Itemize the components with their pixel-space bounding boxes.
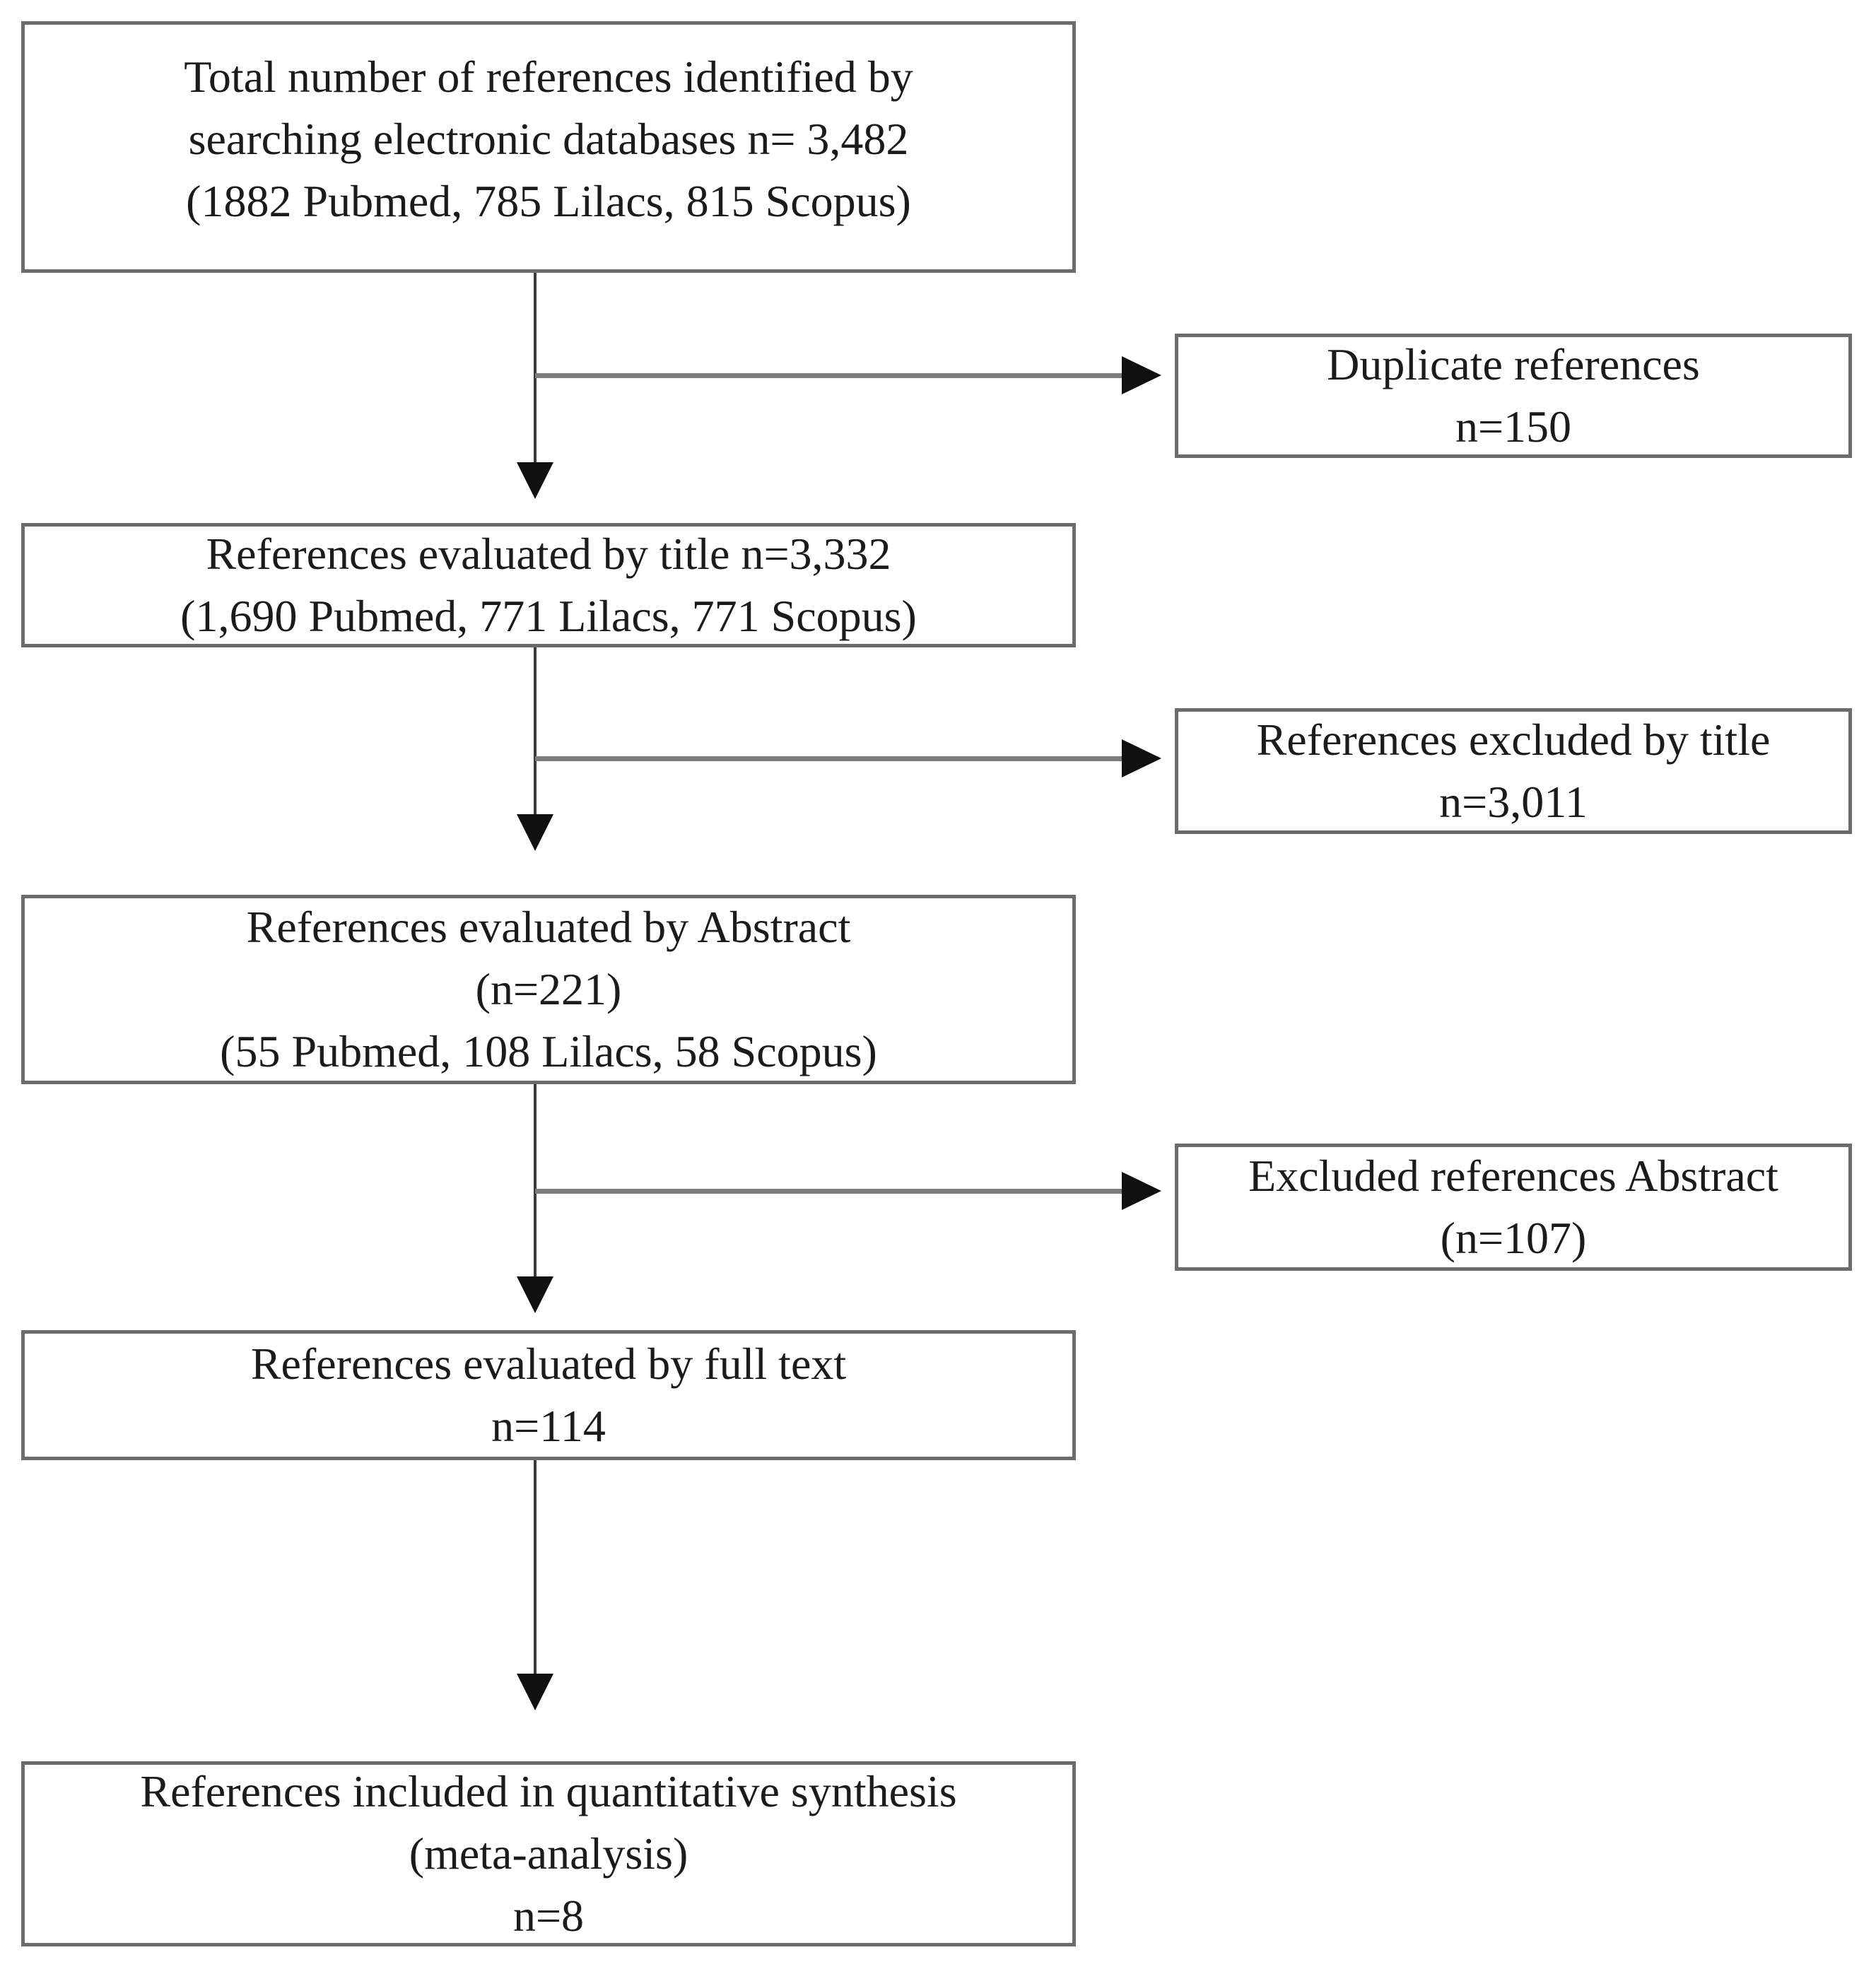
box-text-line: n=150	[1455, 401, 1572, 452]
box-references-identified	[21, 21, 1076, 273]
box-text-line: (55 Pubmed, 108 Lilacs, 58 Scopus)	[220, 1026, 877, 1076]
connector-line-vertical	[534, 1084, 537, 1276]
box-text-line: References evaluated by full text	[250, 1339, 847, 1389]
connector-line-vertical	[534, 273, 537, 462]
box-text-line: Duplicate references	[1327, 339, 1700, 389]
box-text-line: (1882 Pubmed, 785 Lilacs, 815 Scopus)	[186, 176, 911, 226]
arrow-right-icon	[1122, 356, 1161, 394]
box-references-evaluated-by-title	[21, 523, 1076, 647]
box-text-line: References evaluated by title n=3,332	[206, 529, 891, 579]
box-text-line: (meta-analysis)	[409, 1828, 688, 1879]
box-references-evaluated-by-abstract	[21, 895, 1076, 1084]
box-text-line: References evaluated by Abstract	[246, 902, 851, 952]
box-text-line: n=114	[491, 1401, 606, 1451]
arrow-right-icon	[1122, 1172, 1161, 1210]
arrow-down-icon	[517, 1674, 553, 1710]
box-text-line: (1,690 Pubmed, 771 Lilacs, 771 Scopus)	[180, 591, 917, 641]
box-text-line: References excluded by title	[1256, 715, 1771, 765]
box-text-line: searching electronic databases n= 3,482	[188, 114, 909, 164]
connector-line-horizontal	[535, 756, 1122, 761]
box-references-evaluated-by-full-text	[21, 1330, 1076, 1460]
connector-line-horizontal	[535, 373, 1122, 378]
box-references-included-meta-analysis	[21, 1761, 1076, 1946]
connector-line-vertical	[534, 647, 537, 814]
arrow-down-icon	[517, 814, 553, 851]
connector-line-vertical	[534, 1460, 537, 1674]
arrow-down-icon	[517, 462, 553, 499]
arrow-down-icon	[517, 1276, 553, 1313]
connector-line-horizontal	[535, 1189, 1122, 1194]
box-excluded-references-abstract	[1175, 1144, 1852, 1271]
box-text-line: n=8	[512, 1891, 585, 1941]
box-duplicate-references	[1175, 334, 1852, 458]
box-text-line: Total number of references identified by	[184, 52, 913, 102]
box-text-line: Excluded references Abstract	[1248, 1151, 1778, 1201]
box-text-line: References included in quantitative synthesis	[140, 1766, 957, 1816]
arrow-right-icon	[1122, 739, 1161, 777]
box-text-line: (n=221)	[475, 964, 622, 1014]
box-references-excluded-by-title	[1175, 708, 1852, 834]
box-text-line: n=3,011	[1439, 777, 1588, 827]
box-text-line: (n=107)	[1440, 1213, 1587, 1263]
